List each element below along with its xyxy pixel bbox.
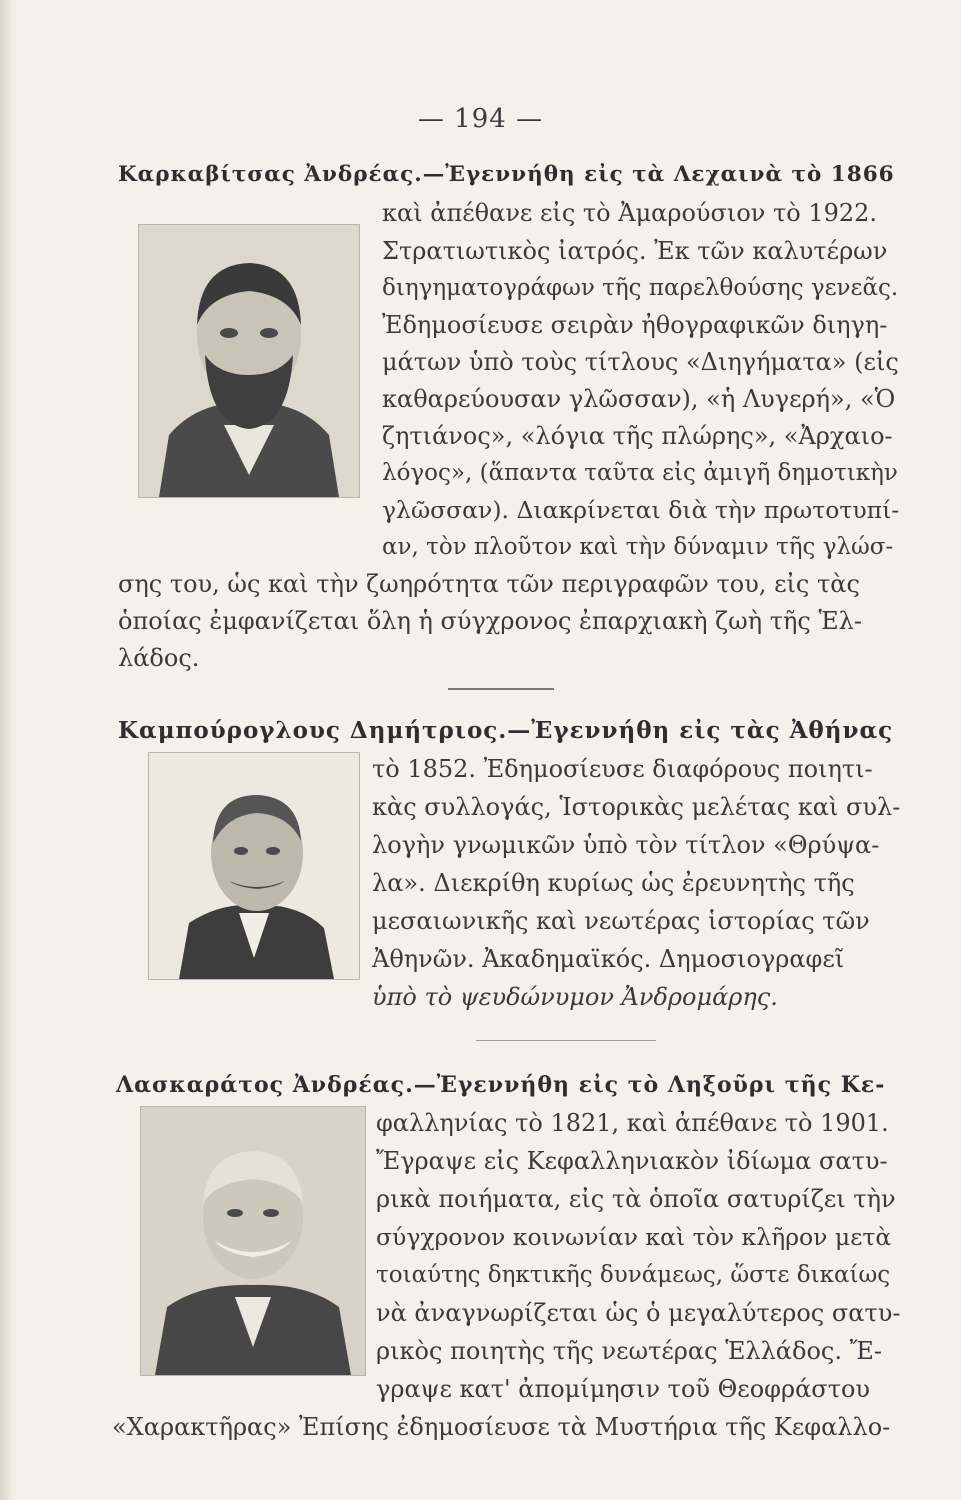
entry-2-line-1: Καμπούρογλους Δημήτριος.—Ἐγεννήθη εἰς τὰς Ἀθήνας bbox=[118, 717, 894, 744]
entry-1-line-4: διηγηματογράφων τῆς παρελθούσης γενεᾶς. bbox=[382, 275, 899, 301]
entry-3-line-3: Ἔγραψε εἰς Κεφαλληνιακὸν ἰδίωμα σατυ- bbox=[376, 1147, 888, 1175]
entry-2-line-5: λα». Διεκρίθη κυρίως ὡς ἐρευνητὴς τῆς bbox=[372, 869, 855, 897]
entry-2-line-2: τὸ 1852. Ἐδημοσίευσε διαφόρους ποιητι- bbox=[372, 755, 873, 783]
entry-1-line-6: μάτων ὑπὸ τοὺς τίτλους «Διηγήματα» (εἰς bbox=[382, 348, 899, 376]
entry-2-line-7: Ἀθηνῶν. Ἀκαδημαϊκός. Δημοσιογραφεῖ bbox=[372, 945, 845, 973]
entry-1-line-1: Καρκαβίτσας Ἀνδρέας.—Ἐγεννήθη εἰς τὰ Λεχαινὰ τὸ 1866 bbox=[118, 162, 895, 187]
entry-3-line-4: ρικὰ ποιήματα, εἰς τὰ ὁποῖα σατυρίζει τὴν bbox=[376, 1185, 896, 1213]
portrait-kambouroglous bbox=[148, 752, 360, 980]
portrait-laskaratos bbox=[140, 1106, 366, 1376]
portrait-karkavitsas bbox=[138, 224, 360, 498]
entry-1-line-5: Ἐδημοσίευσε σειρὰν ἠθογραφικῶν διηγη- bbox=[382, 311, 888, 339]
entry-3-line-10: «Χαρακτῆρας» Ἐπίσης ἐδημοσίευσε τὰ Μυστήρια τῆς Κεφαλλο- bbox=[112, 1413, 891, 1441]
entry-1-line-13: ὁποίας ἐμφανίζεται ὅλη ἡ σύγχρονος ἐπαρχιακὴ ζωὴ τῆς Ἑλ- bbox=[118, 607, 862, 635]
entry-3-line-9: γραψε κατ' ἀπομίμησιν τοῦ Θεοφράστου bbox=[376, 1375, 871, 1403]
section-divider-2 bbox=[476, 1040, 656, 1041]
entry-1-line-11: αν, τὸν πλοῦτον καὶ τὴν δύναμιν τῆς γλώσ- bbox=[382, 534, 894, 560]
page-gutter-shadow bbox=[0, 0, 14, 1500]
entry-2-line-3: κὰς συλλογάς, Ἱστορικὰς μελέτας καὶ συλ- bbox=[372, 793, 901, 821]
entry-3-line-5: σύγχρονον κοινωνίαν καὶ τὸν κλῆρον μετὰ bbox=[376, 1223, 892, 1251]
entry-3-line-7: νὰ ἀναγνωρίζεται ὡς ὁ μεγαλύτερος σατυ- bbox=[376, 1299, 901, 1327]
entry-1-line-8: ζητιάνος», «λόγια τῆς πλώρης», «Ἀρχαιο- bbox=[382, 422, 893, 450]
section-divider bbox=[448, 688, 554, 690]
entry-2-line-8: ὑπὸ τὸ ψευδώνυμον Ἀνδρομάρης. bbox=[372, 983, 778, 1011]
entry-3-line-1: Λασκαράτος Ἀνδρέας.—Ἐγεννήθη εἰς τὸ Ληξοῦρι τῆς Κε- bbox=[116, 1072, 886, 1098]
entry-3-line-8: ρικὸς ποιητὴς τῆς νεωτέρας Ἑλλάδος. Ἔ- bbox=[376, 1337, 882, 1365]
entry-1-line-2: καὶ ἀπέθανε εἰς τὸ Ἀμαρούσιον τὸ 1922. bbox=[382, 199, 878, 227]
entry-1-line-7: καθαρεύουσαν γλῶσσαν), «ἡ Λυγερή», «Ὁ bbox=[382, 385, 896, 413]
entry-2-line-4: λογὴν γνωμικῶν ὑπὸ τὸν τίτλον «Θρύψα- bbox=[372, 831, 880, 859]
entry-3-line-2: φαλληνίας τὸ 1821, καὶ ἀπέθανε τὸ 1901. bbox=[376, 1109, 889, 1137]
entry-3-line-6: τοιαύτης δηκτικῆς δυνάμεως, ὥστε δικαίως bbox=[376, 1262, 891, 1288]
entry-1-line-3: Στρατιωτικὸς ἰατρός. Ἐκ τῶν καλυτέρων bbox=[382, 237, 888, 265]
entry-2-line-6: μεσαιωνικῆς καὶ νεωτέρας ἱστορίας τῶν bbox=[372, 907, 870, 935]
entry-1-line-14: λάδος. bbox=[118, 644, 200, 672]
entry-1-line-10: γλῶσσαν). Διακρίνεται διὰ τὴν πρωτοτυπί- bbox=[382, 496, 900, 524]
entry-1-line-12: σης του, ὡς καὶ τὴν ζωηρότητα τῶν περιγραφῶν του, εἰς τὰς bbox=[118, 570, 860, 598]
page-number: — 194 — bbox=[417, 104, 544, 134]
entry-1-line-9: λόγος», (ἅπαντα ταῦτα εἰς ἀμιγῆ δημοτικὴν bbox=[382, 460, 898, 486]
